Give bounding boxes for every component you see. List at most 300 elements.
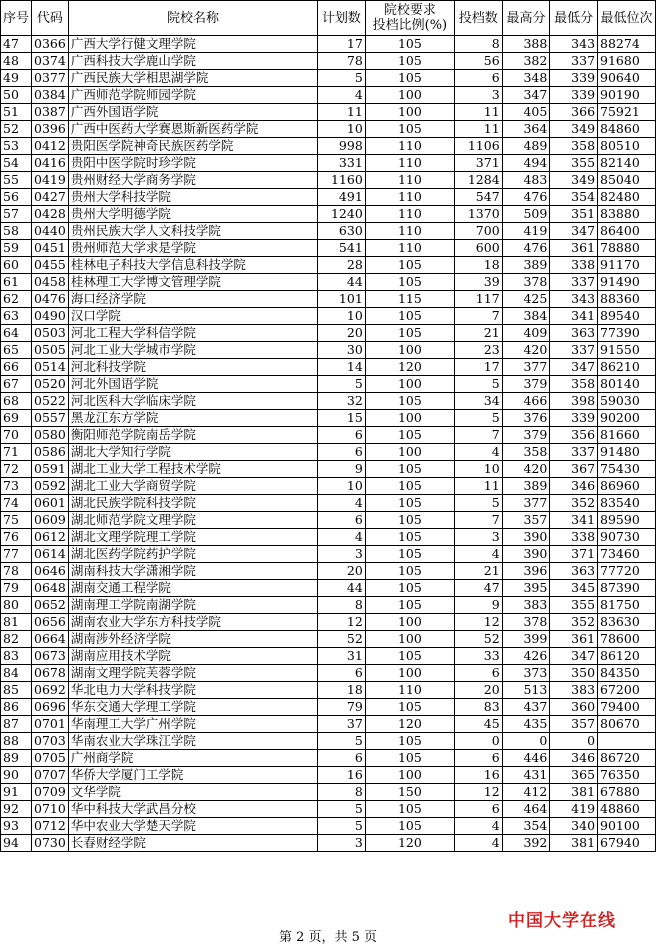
cell-max: 412 (502, 784, 550, 801)
cell-code: 0592 (32, 478, 69, 495)
cell-name: 广西大学行健文理学院 (68, 36, 317, 53)
cell-rank: 81660 (598, 427, 656, 444)
cell-filed: 11 (454, 121, 502, 138)
cell-max: 389 (502, 478, 550, 495)
cell-plan: 12 (318, 614, 366, 631)
cell-filed: 20 (454, 682, 502, 699)
table-body (1, 36, 656, 852)
cell-ratio: 110 (365, 155, 454, 172)
cell-rank: 84350 (598, 665, 656, 682)
cell-ratio: 120 (365, 835, 454, 852)
cell-code: 0366 (32, 36, 69, 53)
cell-code: 0707 (32, 767, 69, 784)
cell-max: 399 (502, 631, 550, 648)
cell-rank: 89540 (598, 308, 656, 325)
cell-rank: 90730 (598, 529, 656, 546)
cell-min: 363 (550, 325, 598, 342)
cell-rank: 86120 (598, 648, 656, 665)
cell-code: 0505 (32, 342, 69, 359)
cell-max: 364 (502, 121, 550, 138)
cell-ratio: 105 (365, 478, 454, 495)
table-row (1, 563, 656, 580)
cell-plan: 11 (318, 104, 366, 121)
cell-code: 0646 (32, 563, 69, 580)
cell-filed: 11 (454, 478, 502, 495)
cell-rank: 75430 (598, 461, 656, 478)
cell-max: 425 (502, 291, 550, 308)
cell-max: 358 (502, 444, 550, 461)
cell-plan: 1240 (318, 206, 366, 223)
cell-min: 349 (550, 172, 598, 189)
cell-max: 347 (502, 87, 550, 104)
cell-max: 377 (502, 495, 550, 512)
cell-index: 68 (1, 393, 32, 410)
cell-max: 489 (502, 138, 550, 155)
cell-code: 0374 (32, 53, 69, 70)
cell-index: 90 (1, 767, 32, 784)
cell-rank: 83630 (598, 614, 656, 631)
cell-rank: 91480 (598, 444, 656, 461)
cell-code: 0458 (32, 274, 69, 291)
table-row (1, 699, 656, 716)
cell-name: 华北电力大学科技学院 (68, 682, 317, 699)
cell-plan: 3 (318, 546, 366, 563)
cell-plan: 31 (318, 648, 366, 665)
table-row (1, 376, 656, 393)
header-max: 最高分 (502, 1, 550, 36)
cell-ratio: 100 (365, 410, 454, 427)
cell-name: 河北工程大学科信学院 (68, 325, 317, 342)
cell-max: 388 (502, 36, 550, 53)
cell-name: 湖南应用技术学院 (68, 648, 317, 665)
cell-filed: 4 (454, 444, 502, 461)
table-row (1, 325, 656, 342)
cell-max: 383 (502, 597, 550, 614)
cell-index: 82 (1, 631, 32, 648)
cell-name: 贵州财经大学商务学院 (68, 172, 317, 189)
cell-filed: 12 (454, 784, 502, 801)
cell-rank: 88360 (598, 291, 656, 308)
table-row (1, 172, 656, 189)
cell-min: 341 (550, 512, 598, 529)
cell-max: 396 (502, 563, 550, 580)
cell-index: 75 (1, 512, 32, 529)
cell-name: 湖北工业大学商贸学院 (68, 478, 317, 495)
table-row (1, 631, 656, 648)
cell-name: 河北工业大学城市学院 (68, 342, 317, 359)
cell-max: 376 (502, 410, 550, 427)
cell-code: 0664 (32, 631, 69, 648)
header-plan: 计划数 (318, 1, 366, 36)
cell-index: 60 (1, 257, 32, 274)
cell-ratio: 100 (365, 104, 454, 121)
cell-rank: 59030 (598, 393, 656, 410)
cell-max: 431 (502, 767, 550, 784)
cell-rank: 86960 (598, 478, 656, 495)
cell-code: 0586 (32, 444, 69, 461)
cell-index: 78 (1, 563, 32, 580)
cell-max: 420 (502, 342, 550, 359)
cell-min: 337 (550, 274, 598, 291)
table-row (1, 648, 656, 665)
table-row (1, 750, 656, 767)
cell-rank: 78600 (598, 631, 656, 648)
cell-ratio: 105 (365, 257, 454, 274)
cell-max: 446 (502, 750, 550, 767)
cell-min: 366 (550, 104, 598, 121)
cell-index: 51 (1, 104, 32, 121)
cell-code: 0384 (32, 87, 69, 104)
cell-plan: 30 (318, 342, 366, 359)
cell-min: 338 (550, 257, 598, 274)
cell-code: 0490 (32, 308, 69, 325)
cell-max: 378 (502, 614, 550, 631)
table-row (1, 818, 656, 835)
cell-name: 华东交通大学理工学院 (68, 699, 317, 716)
table-row (1, 70, 656, 87)
cell-min: 339 (550, 410, 598, 427)
cell-plan: 10 (318, 308, 366, 325)
cell-min: 371 (550, 546, 598, 563)
cell-name: 贵阳中医学院时珍学院 (68, 155, 317, 172)
table-row (1, 291, 656, 308)
cell-ratio: 105 (365, 750, 454, 767)
cell-index: 55 (1, 172, 32, 189)
cell-plan: 5 (318, 801, 366, 818)
cell-max: 373 (502, 665, 550, 682)
cell-rank: 91550 (598, 342, 656, 359)
cell-ratio: 105 (365, 36, 454, 53)
cell-plan: 630 (318, 223, 366, 240)
cell-filed: 7 (454, 308, 502, 325)
cell-name: 湖北工业大学工程技术学院 (68, 461, 317, 478)
cell-min: 338 (550, 529, 598, 546)
cell-min: 419 (550, 801, 598, 818)
cell-index: 77 (1, 546, 32, 563)
cell-min: 361 (550, 631, 598, 648)
cell-code: 0412 (32, 138, 69, 155)
cell-index: 80 (1, 597, 32, 614)
cell-name: 湖南农业大学东方科技学院 (68, 614, 317, 631)
cell-min: 398 (550, 393, 598, 410)
cell-index: 72 (1, 461, 32, 478)
cell-max: 395 (502, 580, 550, 597)
cell-min: 367 (550, 461, 598, 478)
cell-code: 0428 (32, 206, 69, 223)
cell-filed: 5 (454, 410, 502, 427)
cell-filed: 547 (454, 189, 502, 206)
cell-plan: 4 (318, 529, 366, 546)
cell-ratio: 105 (365, 818, 454, 835)
cell-code: 0591 (32, 461, 69, 478)
cell-filed: 45 (454, 716, 502, 733)
cell-ratio: 105 (365, 597, 454, 614)
cell-ratio: 105 (365, 461, 454, 478)
cell-max: 377 (502, 359, 550, 376)
cell-name: 湖南文理学院芙蓉学院 (68, 665, 317, 682)
cell-filed: 4 (454, 546, 502, 563)
cell-filed: 6 (454, 665, 502, 682)
cell-min: 339 (550, 70, 598, 87)
cell-rank: 85040 (598, 172, 656, 189)
cell-code: 0656 (32, 614, 69, 631)
cell-name: 河北科技学院 (68, 359, 317, 376)
table-row (1, 257, 656, 274)
table-row (1, 427, 656, 444)
cell-index: 94 (1, 835, 32, 852)
page-footer: 第 2 页，共 5 页 (278, 930, 378, 945)
cell-max: 464 (502, 801, 550, 818)
cell-ratio: 105 (365, 801, 454, 818)
cell-filed: 8 (454, 36, 502, 53)
cell-min: 355 (550, 155, 598, 172)
cell-code: 0705 (32, 750, 69, 767)
cell-code: 0377 (32, 70, 69, 87)
cell-plan: 5 (318, 70, 366, 87)
cell-min: 347 (550, 359, 598, 376)
table-row (1, 733, 656, 750)
header-filed: 投档数 (454, 1, 502, 36)
cell-code: 0614 (32, 546, 69, 563)
cell-ratio: 150 (365, 784, 454, 801)
cell-min: 354 (550, 189, 598, 206)
cell-plan: 8 (318, 784, 366, 801)
cell-min: 337 (550, 53, 598, 70)
cell-filed: 7 (454, 427, 502, 444)
cell-min: 350 (550, 665, 598, 682)
header-code: 代码 (32, 1, 69, 36)
cell-rank: 75921 (598, 104, 656, 121)
cell-name: 广西中医药大学赛恩斯新医药学院 (68, 121, 317, 138)
table-row (1, 359, 656, 376)
cell-min: 358 (550, 138, 598, 155)
cell-code: 0696 (32, 699, 69, 716)
cell-filed: 700 (454, 223, 502, 240)
cell-rank: 80510 (598, 138, 656, 155)
cell-min: 361 (550, 240, 598, 257)
cell-name: 河北外国语学院 (68, 376, 317, 393)
cell-plan: 44 (318, 580, 366, 597)
cell-ratio: 100 (365, 631, 454, 648)
cell-code: 0648 (32, 580, 69, 597)
cell-ratio: 105 (365, 580, 454, 597)
cell-min: 347 (550, 648, 598, 665)
cell-plan: 16 (318, 767, 366, 784)
cell-index: 70 (1, 427, 32, 444)
cell-index: 85 (1, 682, 32, 699)
header-ratio (365, 1, 454, 36)
cell-index: 88 (1, 733, 32, 750)
cell-min: 347 (550, 223, 598, 240)
cell-index: 69 (1, 410, 32, 427)
cell-rank: 81750 (598, 597, 656, 614)
cell-index: 54 (1, 155, 32, 172)
cell-name: 湖南交通工程学院 (68, 580, 317, 597)
cell-code: 0580 (32, 427, 69, 444)
cell-min: 340 (550, 818, 598, 835)
cell-rank: 90640 (598, 70, 656, 87)
cell-name: 华南农业大学珠江学院 (68, 733, 317, 750)
cell-name: 贵州民族大学人文科技学院 (68, 223, 317, 240)
table-row (1, 393, 656, 410)
cell-plan: 5 (318, 376, 366, 393)
table-row (1, 104, 656, 121)
table-row (1, 597, 656, 614)
cell-plan: 9 (318, 461, 366, 478)
cell-min: 355 (550, 597, 598, 614)
cell-code: 0514 (32, 359, 69, 376)
cell-name: 广州商学院 (68, 750, 317, 767)
cell-min: 341 (550, 308, 598, 325)
cell-min: 337 (550, 342, 598, 359)
cell-rank: 86720 (598, 750, 656, 767)
cell-max: 483 (502, 172, 550, 189)
cell-min: 381 (550, 835, 598, 852)
cell-rank: 91170 (598, 257, 656, 274)
cell-min: 352 (550, 495, 598, 512)
cell-ratio: 110 (365, 189, 454, 206)
cell-name: 湖南理工学院南湖学院 (68, 597, 317, 614)
cell-code: 0701 (32, 716, 69, 733)
cell-max: 390 (502, 529, 550, 546)
cell-rank: 67940 (598, 835, 656, 852)
cell-plan: 10 (318, 478, 366, 495)
cell-code: 0440 (32, 223, 69, 240)
header-ratio-line1: 院校要求 (383, 3, 436, 18)
cell-code: 0712 (32, 818, 69, 835)
cell-max: 426 (502, 648, 550, 665)
cell-filed: 5 (454, 495, 502, 512)
cell-min: 383 (550, 682, 598, 699)
cell-code: 0387 (32, 104, 69, 121)
cell-index: 64 (1, 325, 32, 342)
cell-plan: 44 (318, 274, 366, 291)
table-row (1, 478, 656, 495)
cell-filed: 117 (454, 291, 502, 308)
header-min: 最低分 (550, 1, 598, 36)
cell-filed: 371 (454, 155, 502, 172)
table-row (1, 835, 656, 852)
cell-min: 357 (550, 716, 598, 733)
cell-code: 0503 (32, 325, 69, 342)
cell-ratio: 110 (365, 138, 454, 155)
cell-name: 桂林电子科技大学信息科技学院 (68, 257, 317, 274)
cell-index: 83 (1, 648, 32, 665)
cell-plan: 15 (318, 410, 366, 427)
cell-index: 76 (1, 529, 32, 546)
cell-rank: 82140 (598, 155, 656, 172)
table-row (1, 716, 656, 733)
cell-name: 贵州大学科技学院 (68, 189, 317, 206)
table-row (1, 512, 656, 529)
cell-ratio: 105 (365, 529, 454, 546)
cell-max: 379 (502, 427, 550, 444)
cell-code: 0609 (32, 512, 69, 529)
cell-rank: 83540 (598, 495, 656, 512)
cell-ratio: 105 (365, 648, 454, 665)
table-row (1, 495, 656, 512)
table-row (1, 240, 656, 257)
cell-name: 广西民族大学相思湖学院 (68, 70, 317, 87)
cell-index: 84 (1, 665, 32, 682)
cell-min: 351 (550, 206, 598, 223)
cell-code: 0427 (32, 189, 69, 206)
cell-name: 广西科技大学鹿山学院 (68, 53, 317, 70)
cell-index: 89 (1, 750, 32, 767)
table-row (1, 801, 656, 818)
table-row (1, 36, 656, 53)
table-row (1, 121, 656, 138)
cell-ratio: 105 (365, 512, 454, 529)
cell-max: 382 (502, 53, 550, 70)
cell-rank: 48860 (598, 801, 656, 818)
cell-index: 86 (1, 699, 32, 716)
table-row (1, 223, 656, 240)
cell-plan: 32 (318, 393, 366, 410)
cell-filed: 6 (454, 70, 502, 87)
cell-rank: 89590 (598, 512, 656, 529)
cell-min: 356 (550, 427, 598, 444)
cell-max: 466 (502, 393, 550, 410)
cell-max: 476 (502, 240, 550, 257)
cell-filed: 600 (454, 240, 502, 257)
cell-ratio: 105 (365, 308, 454, 325)
cell-filed: 34 (454, 393, 502, 410)
cell-ratio: 105 (365, 427, 454, 444)
cell-code: 0601 (32, 495, 69, 512)
cell-index: 56 (1, 189, 32, 206)
cell-ratio: 110 (365, 682, 454, 699)
cell-name: 广西师范学院师园学院 (68, 87, 317, 104)
cell-filed: 18 (454, 257, 502, 274)
cell-code: 0455 (32, 257, 69, 274)
cell-max: 476 (502, 189, 550, 206)
cell-min: 365 (550, 767, 598, 784)
cell-index: 53 (1, 138, 32, 155)
cell-code: 0709 (32, 784, 69, 801)
cell-filed: 7 (454, 512, 502, 529)
cell-ratio: 100 (365, 444, 454, 461)
cell-max: 0 (502, 733, 550, 750)
cell-name: 文华学院 (68, 784, 317, 801)
cell-index: 71 (1, 444, 32, 461)
cell-plan: 4 (318, 87, 366, 104)
table-row (1, 274, 656, 291)
cell-index: 50 (1, 87, 32, 104)
cell-filed: 33 (454, 648, 502, 665)
cell-min: 358 (550, 376, 598, 393)
cell-index: 49 (1, 70, 32, 87)
cell-code: 0522 (32, 393, 69, 410)
cell-filed: 23 (454, 342, 502, 359)
cell-filed: 11 (454, 104, 502, 121)
cell-min: 343 (550, 291, 598, 308)
table-row (1, 529, 656, 546)
cell-min: 339 (550, 87, 598, 104)
cell-filed: 1370 (454, 206, 502, 223)
cell-plan: 14 (318, 359, 366, 376)
cell-filed: 12 (454, 614, 502, 631)
cell-code: 0557 (32, 410, 69, 427)
cell-ratio: 105 (365, 563, 454, 580)
cell-index: 92 (1, 801, 32, 818)
cell-name: 华侨大学厦门工学院 (68, 767, 317, 784)
table-row (1, 444, 656, 461)
cell-name: 河北医科大学临床学院 (68, 393, 317, 410)
cell-ratio: 100 (365, 767, 454, 784)
cell-plan: 6 (318, 444, 366, 461)
cell-rank: 77390 (598, 325, 656, 342)
